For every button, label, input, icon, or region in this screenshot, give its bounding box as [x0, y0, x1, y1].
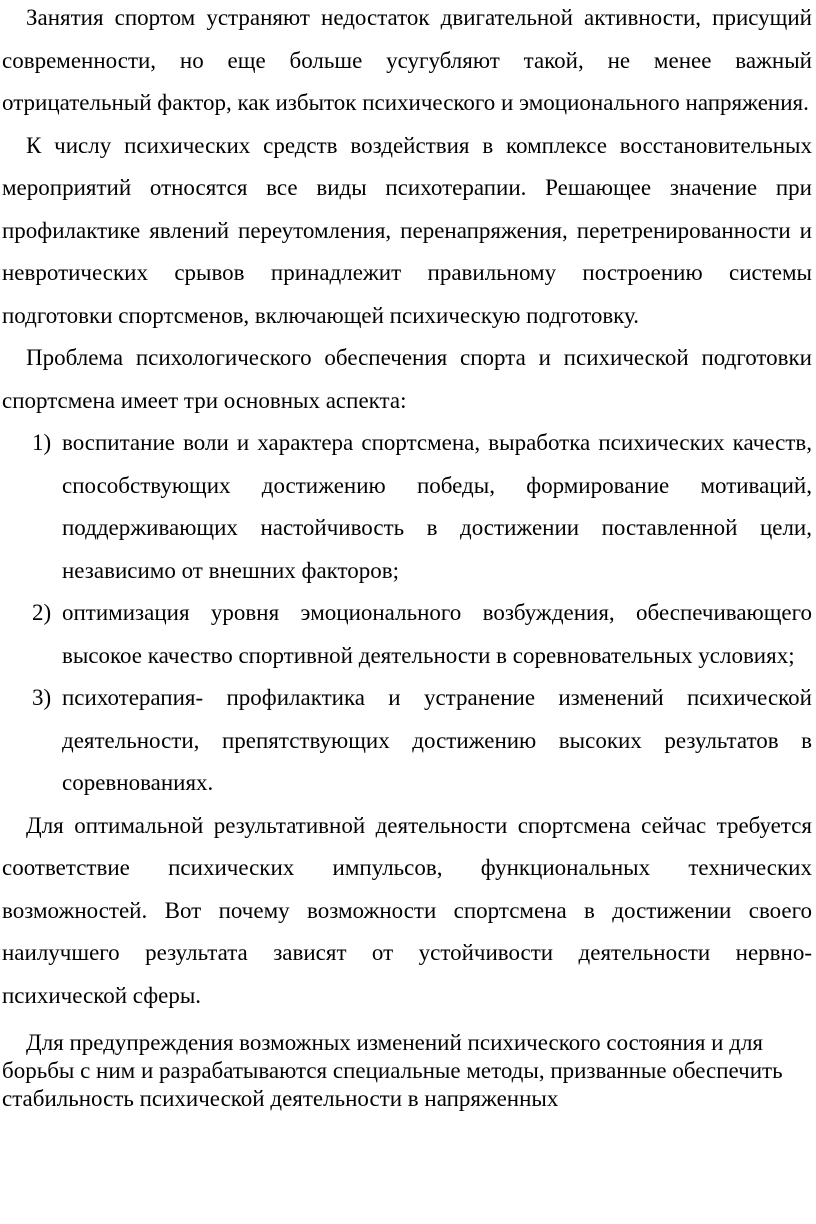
paragraph-optimal-performance: Для оптимальной результативной деятельности спортсмена сейчас требуется соответствие психических импульсов, функциональных технических возможностей. Вот почему возможности спортсмена в достижении своего наилучшего результата зависят от устойчивости деятельности нервно-психической сферы.: [2, 812, 812, 1008]
list-item-number: 1): [32, 430, 52, 455]
list-item: [2, 592, 812, 677]
aspects-list: [2, 422, 812, 805]
list-item-text: воспитание воли и характера спортсмена, выработка психических качеств, способствующих достижению победы, формирование мотиваций, поддерживающих настойчивость в достижении поставленной цели, независимо от внешних факторов;: [62, 430, 812, 583]
paragraph-prevention-methods: Для предупреждения возможных изменений психического состояния и для борьбы с ним и разрабатываются специальные методы, призванные обеспечить стабильность психической деятельности в напряженных: [2, 1030, 783, 1111]
list-item-text: оптимизация уровня эмоционального возбуждения, обеспечивающего высокое качество спортивной деятельности в соревновательных условиях;: [62, 600, 812, 668]
paragraph-psychotherapy-means: К числу психических средств воздействия в комплексе восстановительных мероприятий относятся все виды психотерапии. Решающее значение при профилактике явлений переутомления, перенапряжения, перетренированности и невротических срывов принадлежит правильному построению системы подготовки спортсменов, включающей психическую подготовку.: [2, 132, 812, 328]
paragraph-sport-activity: Занятия спортом устраняют недостаток двигательной активности, присущий современности, но еще больше усугубляют такой, не менее важный отрицательный фактор, как избыток психического и эмоционального напряжения.: [2, 5, 812, 115]
paragraph-three-aspects-intro: Проблема психологического обеспечения спорта и психической подготовки спортсмена имеет три основных аспекта:: [2, 345, 812, 413]
list-item-number: 3): [32, 685, 52, 710]
list-item: [2, 422, 812, 592]
list-item-number: 2): [32, 600, 52, 625]
list-item-text: психотерапия- профилактика и устранение изменений психической деятельности, препятствующих достижению высоких результатов в соревнованиях.: [62, 685, 812, 795]
list-item: [2, 677, 812, 805]
